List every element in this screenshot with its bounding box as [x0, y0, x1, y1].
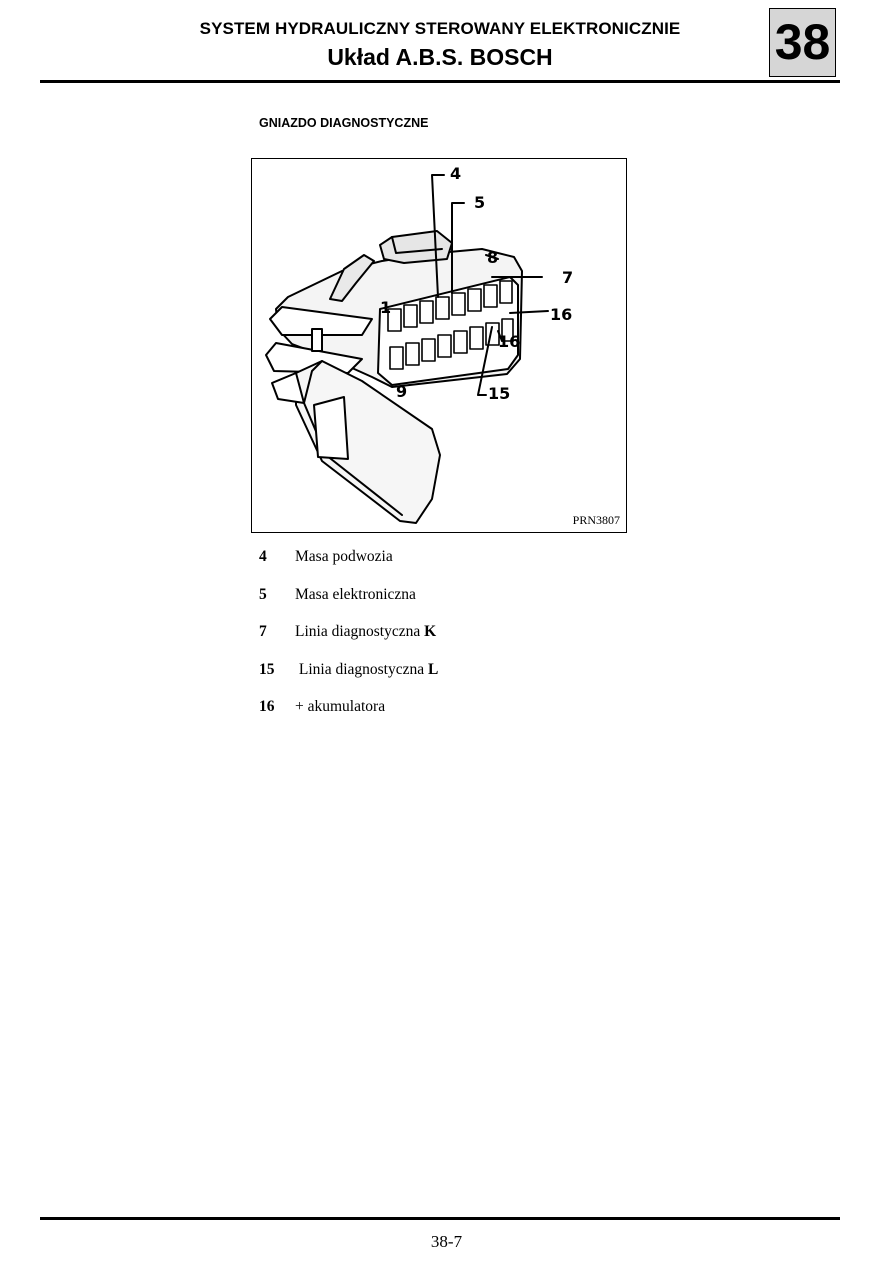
legend-description: + akumulatora	[295, 698, 386, 716]
callout-16-right: 16	[550, 305, 573, 324]
header-title	[40, 19, 840, 39]
legend-description: Masa podwozia	[295, 548, 393, 565]
callout-15: 15	[488, 384, 511, 403]
header-title-text: SYSTEM HYDRAULICZNY STEROWANY ELEKTRONICZNIE	[199, 19, 681, 38]
footer-rule	[40, 1217, 840, 1220]
legend-description: Masa elektroniczna	[295, 585, 416, 603]
legend-pin-number: 16	[259, 698, 275, 716]
legend-pin-number: 4	[259, 548, 267, 565]
legend-pin-number: 5	[259, 585, 267, 603]
legend-pin-number: 15	[259, 660, 275, 678]
callout-1: 1	[380, 298, 392, 317]
page-number: 38-7	[430, 1232, 463, 1251]
legend-pin-number: 7	[259, 623, 267, 641]
callout-16-lower: 16	[498, 332, 521, 351]
callout-5: 5	[474, 193, 486, 212]
section-title: GNIAZDO DIAGNOSTYCZNE	[259, 116, 429, 130]
callout-4: 4	[450, 164, 462, 183]
callout-7: 7	[562, 268, 574, 287]
diagnostic-connector-illustration	[252, 159, 626, 532]
header-rule	[40, 80, 840, 83]
legend-description: Linia diagnostyczna K	[295, 623, 437, 641]
legend-description: Linia diagnostyczna L	[295, 660, 439, 678]
chapter-badge: 38	[769, 8, 836, 77]
header-subtitle	[40, 44, 840, 71]
header-subtitle-text: Układ A.B.S. BOSCH	[327, 44, 553, 70]
figure-reference: PRN3807	[572, 513, 620, 527]
callout-8: 8	[487, 248, 499, 267]
callout-9: 9	[396, 382, 408, 401]
connector-figure	[251, 158, 627, 533]
